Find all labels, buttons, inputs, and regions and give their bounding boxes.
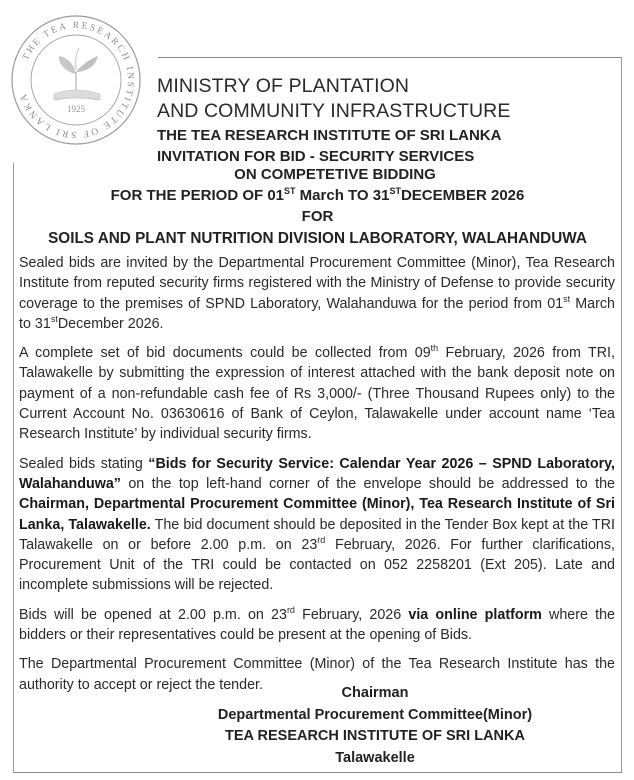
ministry-title-line1: MINISTRY OF PLANTATION xyxy=(157,75,410,97)
p4-end: where the bidders or their representatives could be present at the opening of Bids. xyxy=(19,606,615,644)
period-sup-end: ST xyxy=(389,186,401,196)
paragraph-invitation xyxy=(19,253,615,334)
p3-addressee: Chairman, Departmental Procurement Committee (Minor), Tea Research Institute of Sri Lanka, Talawakelle. xyxy=(19,496,615,533)
paragraph-opening xyxy=(19,605,615,646)
frame-border-bottom xyxy=(13,772,622,773)
division-name: SOILS AND PLANT NUTRITION DIVISION LABORATORY, WALAHANDUWA xyxy=(48,230,587,247)
p1-mid: March to 31 xyxy=(19,295,615,332)
signature-title: Chairman xyxy=(341,685,409,701)
p3-mid1: on the top left-hand corner of the envelope should be addressed to the xyxy=(120,475,615,492)
p3-envelope-label: “Bids for Security Service: Calendar Year 2026 – SPND Laboratory, Walahanduwa” xyxy=(19,455,615,492)
signature-committee: Departmental Procurement Committee(Minor) xyxy=(217,706,533,723)
period-mid: March TO 31 xyxy=(295,187,390,204)
signature-institute: TEA RESEARCH INSTITUTE OF SRI LANKA xyxy=(225,728,525,744)
p2-sup: th xyxy=(430,343,439,354)
bidding-type: ON COMPETETIVE BIDDING xyxy=(234,166,436,183)
p1-text: Sealed bids are invited by the Departmental Procurement Committee (Minor), Tea Research Institute from reputed security firms registered with the Ministry of Defense to provide security coverage to the premises of SPND Laboratory, Walahanduwa for the period from 01 xyxy=(19,255,615,312)
frame-border-left xyxy=(13,163,14,772)
institute-seal-logo xyxy=(6,10,146,150)
seal-year: 1925 xyxy=(67,104,85,114)
for-line: FOR xyxy=(301,208,334,225)
p1-end: December 2026. xyxy=(57,315,164,332)
tea-leaf-icon xyxy=(54,48,100,100)
p5-text: The Departmental Procurement Committee (Minor) of the Tea Research Institute has the authority to accept or reject the tender. xyxy=(19,656,615,693)
signature-location: Talawakelle xyxy=(335,749,415,766)
p2-end: February, 2026 from TRI, Talawakelle by submitting the expression of interest attached with the bank deposit note on payment of a non-refundable cash fee of Rs 3,000/- (Three Thousand Rupees only) to the Current Account No. 03630616 of Bank of Ceylon, Talawakelle under account name ‘Tea Research Institute’ by individual security firms. xyxy=(19,345,615,443)
frame-border-right xyxy=(621,57,622,772)
p4-start: Bids will be opened at 2.00 p.m. on 23 xyxy=(19,606,287,623)
signature-block xyxy=(150,683,600,769)
p3-start: Sealed bids stating xyxy=(19,455,149,472)
p1-sup2: st xyxy=(50,314,58,325)
period-suffix: DECEMBER 2026 xyxy=(400,187,525,204)
frame-border-top xyxy=(158,57,622,58)
seal-ring-text: THE TEA RESEARCH INSTITUTE OF SRI LANKA xyxy=(18,20,136,140)
p3-sup: rd xyxy=(317,535,326,546)
invitation-title: INVITATION FOR BID - SECURITY SERVICES xyxy=(157,148,475,165)
ministry-title-line2: AND COMMUNITY INFRASTRUCTURE xyxy=(157,100,511,122)
p3-mid2: The bid document should be deposited in the Tender Box kept at the TRI Talawakelle on or before 2.00 p.m. on 23 xyxy=(19,516,616,553)
p4-sup: rd xyxy=(286,604,295,615)
p2-text: A complete set of bid documents could be collected from 09 xyxy=(19,345,431,362)
document-body xyxy=(19,253,615,704)
p4-mid: February, 2026 xyxy=(294,606,409,623)
paragraph-documents xyxy=(19,343,615,444)
period-prefix: FOR THE PERIOD OF 01 xyxy=(110,187,284,204)
paragraph-submission xyxy=(19,454,615,596)
institute-name: THE TEA RESEARCH INSTITUTE OF SRI LANKA xyxy=(157,127,502,144)
p4-online-platform: via online platform xyxy=(408,606,542,623)
p1-sup1: st xyxy=(563,293,571,304)
period-sup-start: ST xyxy=(284,186,296,196)
period-line xyxy=(14,187,621,204)
document-header xyxy=(157,74,617,167)
p3-end: February, 2026. For further clarifications, Procurement Unit of the TRI could be contacted on 052 2258201 (Ext 205). Late and incomplete submissions will be rejected. xyxy=(19,536,616,594)
